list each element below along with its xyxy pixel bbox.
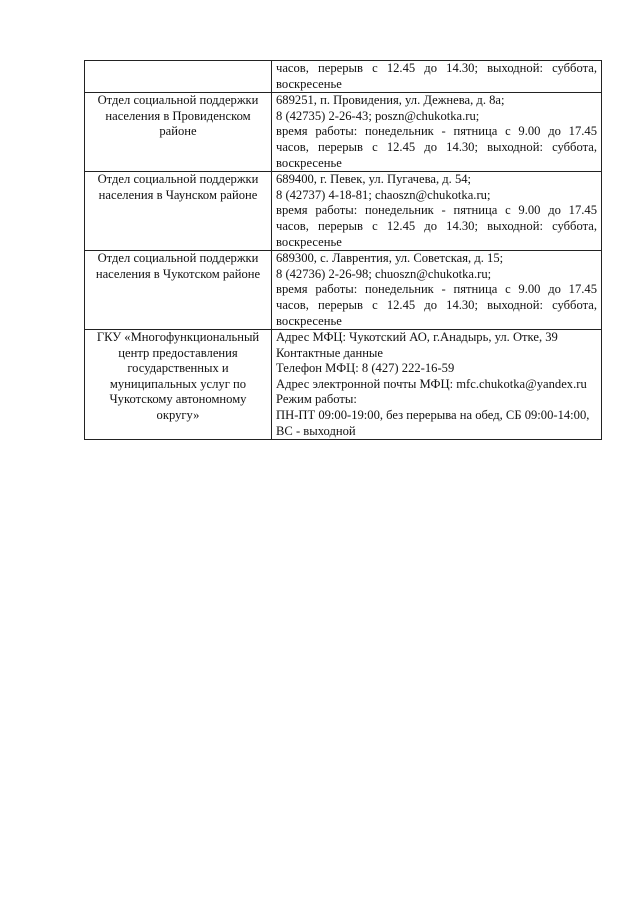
- contact-info-line: 8 (42737) 4-18-81; chaoszn@chukotka.ru;: [276, 187, 491, 202]
- contact-info-line: время работы: понедельник - пятница с 9.00 до 17.45: [276, 282, 597, 297]
- organization-cell: [85, 330, 272, 440]
- contact-info-cell: [272, 172, 602, 251]
- contact-info-line: часов, перерыв с 12.45 до 14.30; выходной: суббота,: [276, 61, 597, 75]
- contact-info-line: Адрес МФЦ: Чукотский АО, г.Анадырь, ул. Отке, 39: [276, 330, 558, 345]
- contact-info-line: воскресенье: [276, 234, 342, 249]
- contacts-table-body: [85, 61, 602, 440]
- contact-info-line: время работы: понедельник - пятница с 9.00 до 17.45: [276, 203, 597, 218]
- contact-info-line: 689251, п. Провидения, ул. Дежнева, д. 8а;: [276, 93, 505, 108]
- contact-info-cell: [272, 251, 602, 330]
- contact-info-line: ВС - выходной: [276, 423, 356, 438]
- contact-info-cell: [272, 330, 602, 440]
- contact-info-line: Режим работы:: [276, 392, 357, 407]
- table-row: [85, 172, 602, 251]
- table-row: [85, 93, 602, 172]
- contact-info-line: Адрес электронной почты МФЦ: mfc.chukotka@yandex.ru: [276, 376, 587, 391]
- organization-name-line: населения в Чаунском районе: [98, 187, 258, 202]
- contact-info-line: Телефон МФЦ: 8 (427) 222-16-59: [276, 361, 455, 376]
- contact-info-line: 689300, с. Лаврентия, ул. Советская, д. 15;: [276, 251, 504, 266]
- contacts-table: [84, 60, 602, 440]
- organization-name-line: районе: [159, 124, 197, 139]
- contact-info-cell: [272, 93, 602, 172]
- contact-info-cell: [272, 61, 602, 93]
- contact-info-line: часов, перерыв с 12.45 до 14.30; выходной: суббота,: [276, 218, 597, 233]
- contact-info-line: часов, перерыв с 12.45 до 14.30; выходной: суббота,: [276, 297, 597, 312]
- contact-info-line: 8 (42735) 2-26-43; poszn@chukotka.ru;: [276, 108, 480, 123]
- contact-info-line: 689400, г. Певек, ул. Пугачева, д. 54;: [276, 172, 472, 187]
- contact-info-line: воскресенье: [276, 76, 342, 91]
- contact-info-line: ПН-ПТ 09:00-19:00, без перерыва на обед, СБ 09:00-14:00,: [276, 408, 590, 423]
- organization-name-line: муниципальных услуг по: [109, 376, 247, 391]
- organization-cell: [85, 93, 272, 172]
- organization-name-line: Отдел социальной поддержки: [97, 172, 259, 187]
- contact-info-line: 8 (42736) 2-26-98; chuoszn@chukotka.ru;: [276, 266, 492, 281]
- table-row: [85, 61, 602, 93]
- organization-cell: [85, 61, 272, 93]
- organization-cell: [85, 172, 272, 251]
- contact-info-line: время работы: понедельник - пятница с 9.00 до 17.45: [276, 124, 597, 139]
- organization-name-line: ГКУ «Многофункциональный: [96, 330, 260, 345]
- contact-info-line: часов, перерыв с 12.45 до 14.30; выходной: суббота,: [276, 139, 597, 154]
- organization-name-line: Отдел социальной поддержки: [97, 93, 259, 108]
- contact-info-line: воскресенье: [276, 155, 342, 170]
- table-row: [85, 330, 602, 440]
- organization-name-line: округу»: [156, 408, 200, 423]
- contact-info-line: воскресенье: [276, 313, 342, 328]
- organization-name-line: центр предоставления: [118, 345, 238, 360]
- organization-name-line: Чукотскому автономному: [109, 392, 247, 407]
- organization-name-line: Отдел социальной поддержки: [97, 251, 259, 266]
- organization-name-line: населения в Провиденском: [105, 108, 251, 123]
- contact-info-line: Контактные данные: [276, 345, 383, 360]
- table-row: [85, 251, 602, 330]
- organization-cell: [85, 251, 272, 330]
- organization-name-line: населения в Чукотском районе: [95, 266, 261, 281]
- organization-name-line: государственных и: [127, 361, 229, 376]
